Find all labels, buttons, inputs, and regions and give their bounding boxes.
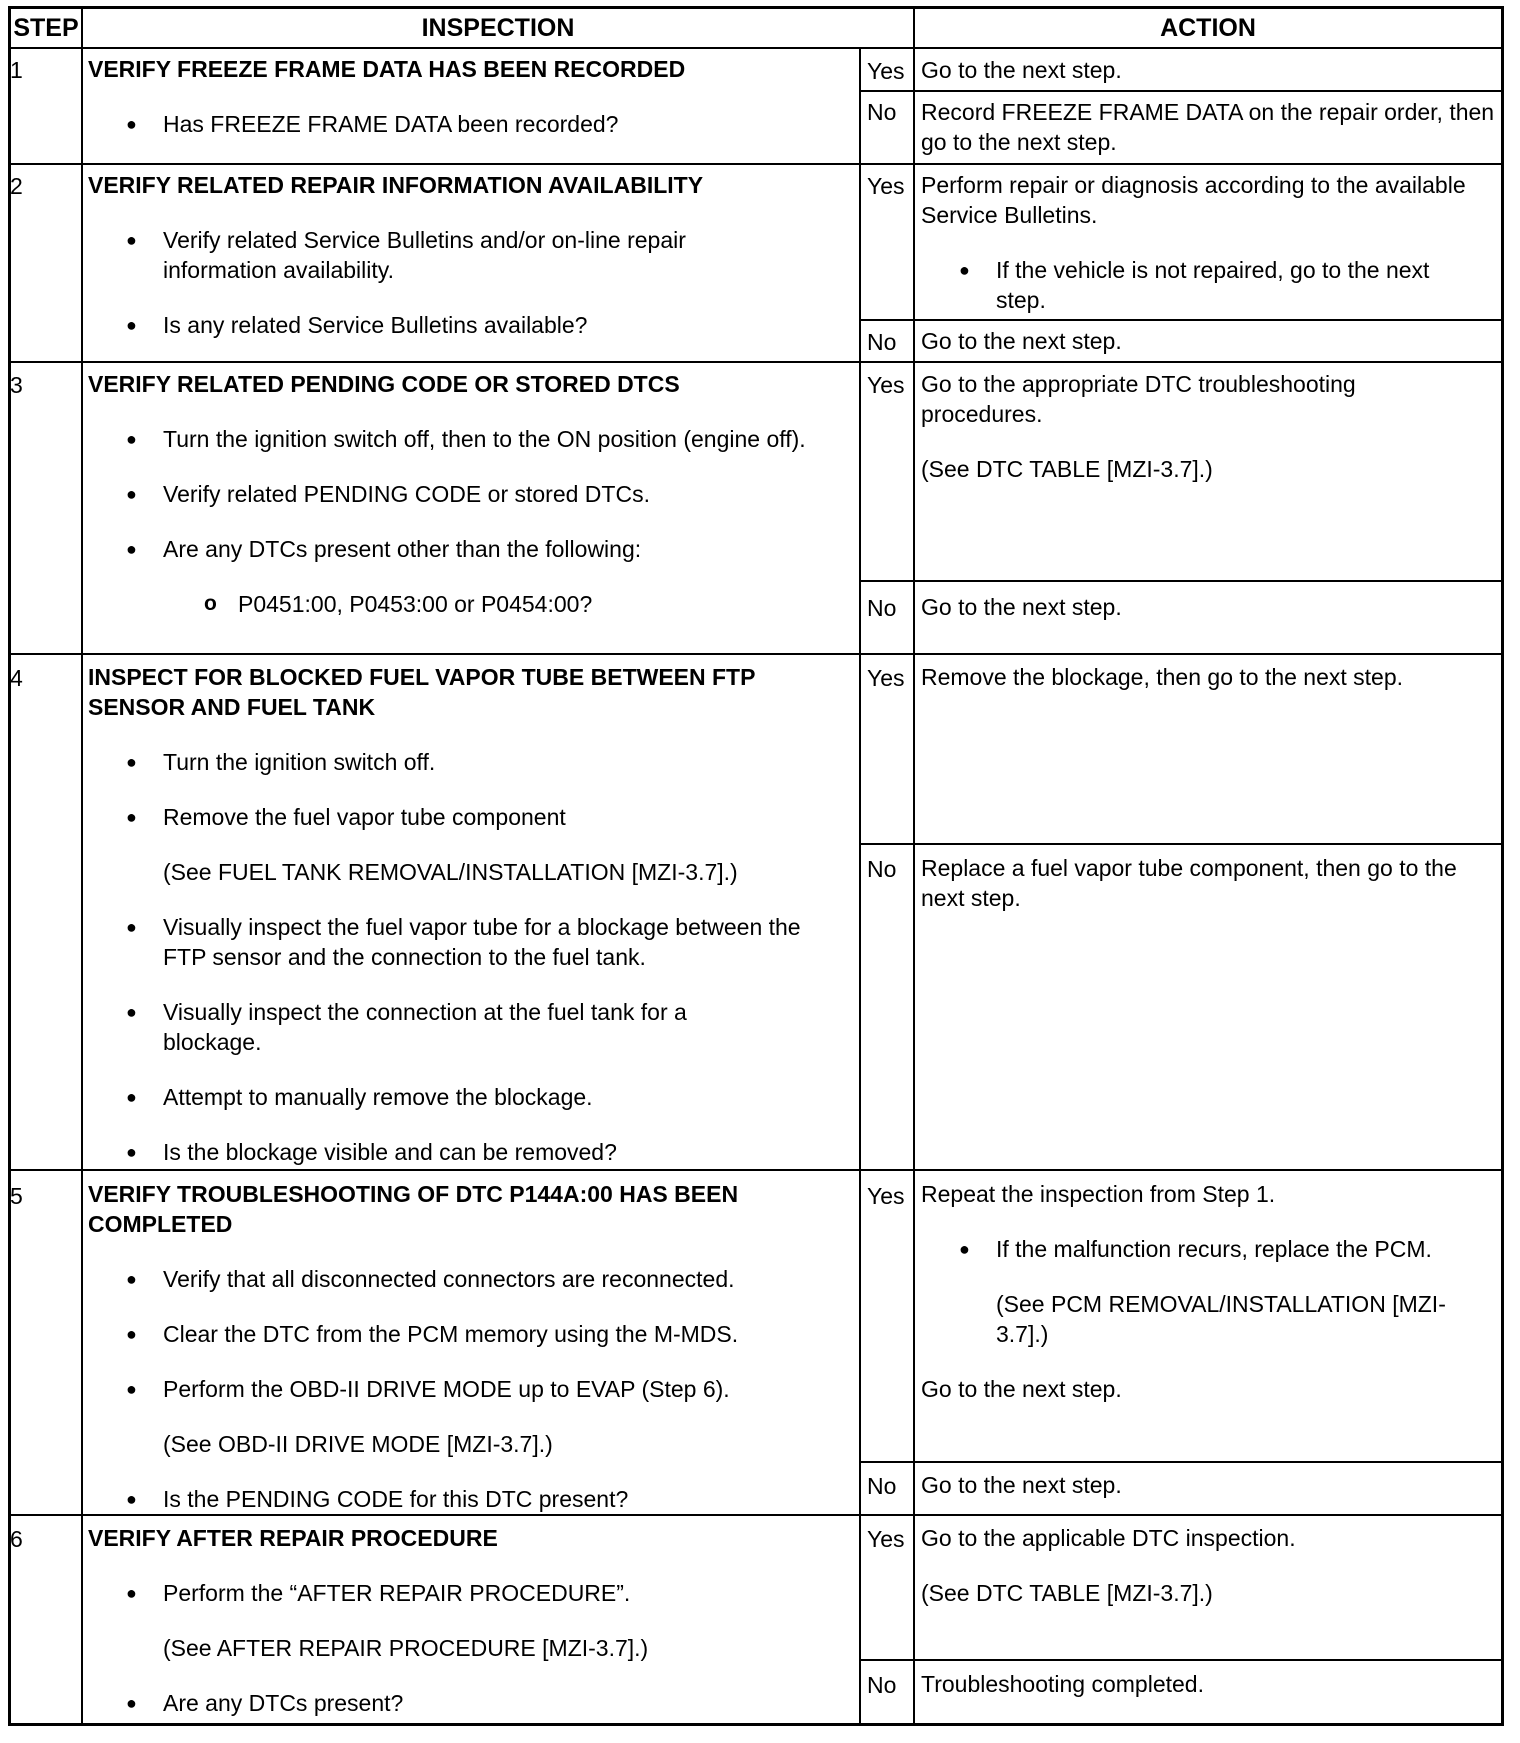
step-1-inspection xyxy=(88,54,848,164)
no-label: No xyxy=(867,595,897,621)
yes-label: Yes xyxy=(867,372,905,398)
yesno-divider-3 xyxy=(859,580,1504,582)
inspection-item: ● Is any related Service Bulletins available? xyxy=(88,310,848,340)
step-6-inspection xyxy=(88,1523,848,1743)
action-bullet: ● If the malfunction recurs, replace the PCM. xyxy=(921,1234,1481,1264)
step-2-yes-action xyxy=(921,170,1481,340)
no-label: No xyxy=(867,1473,897,1499)
inspection-reference: (See OBD-II DRIVE MODE [MZI-3.7].) xyxy=(163,1431,553,1457)
no-label: No xyxy=(867,329,897,355)
step-2-inspection xyxy=(88,170,848,365)
col-divider-inspection xyxy=(913,6,915,1726)
inspection-reference: (See FUEL TANK REMOVAL/INSTALLATION [MZI-3.7].) xyxy=(163,859,738,885)
yesno-divider-4 xyxy=(859,843,1504,845)
action-text: Go to the next step. xyxy=(921,1472,1122,1498)
action-text: Go to the appropriate DTC troubleshooting procedures. xyxy=(921,371,1356,427)
yesno-divider-6 xyxy=(859,1659,1504,1661)
step-6-yes-action xyxy=(921,1523,1496,1633)
action-reference: (See PCM REMOVAL/INSTALLATION [MZI-3.7].) xyxy=(996,1291,1446,1347)
step-title: VERIFY RELATED PENDING CODE OR STORED DTCS xyxy=(88,371,680,397)
action-text: Go to the applicable DTC inspection. xyxy=(921,1525,1296,1551)
action-reference: (See DTC TABLE [MZI-3.7].) xyxy=(921,456,1213,482)
step-number: 5 xyxy=(10,1183,23,1209)
step-4-inspection xyxy=(88,662,828,1192)
inspection-item: ● Verify related Service Bulletins and/or on-line repair information availability. xyxy=(88,225,848,285)
yes-label: Yes xyxy=(867,1526,905,1552)
step-number: 2 xyxy=(10,173,23,199)
row-divider-3 xyxy=(8,653,1504,655)
step-6-no-action xyxy=(921,1669,1496,1724)
step-3-yes-action xyxy=(921,369,1481,509)
table-border-left xyxy=(8,6,11,1726)
step-3-inspection xyxy=(88,369,848,644)
inspection-item: ● Turn the ignition switch off. xyxy=(88,747,828,777)
header-inspection: INSPECTION xyxy=(421,14,575,42)
action-reference: (See DTC TABLE [MZI-3.7].) xyxy=(921,1580,1213,1606)
step-title: VERIFY AFTER REPAIR PROCEDURE xyxy=(88,1525,498,1551)
col-divider-yesno xyxy=(859,48,861,1726)
action-text: Replace a fuel vapor tube component, then go to the next step. xyxy=(921,855,1457,911)
action-text: Go to the next step. xyxy=(921,1376,1122,1402)
header-divider xyxy=(8,47,1504,49)
step-3-no-action xyxy=(921,592,1496,647)
yesno-divider-5 xyxy=(859,1461,1504,1463)
inspection-item: ● Are any DTCs present? xyxy=(88,1688,848,1718)
inspection-item: ● Perform the OBD-II DRIVE MODE up to EVAP (Step 6). xyxy=(88,1374,848,1404)
inspection-item: ● Remove the fuel vapor tube component xyxy=(88,802,828,832)
step-title: INSPECT FOR BLOCKED FUEL VAPOR TUBE BETWEEN FTP SENSOR AND FUEL TANK xyxy=(88,664,756,720)
inspection-item: ● Has FREEZE FRAME DATA been recorded? xyxy=(88,109,848,139)
inspection-item: ● Perform the “AFTER REPAIR PROCEDURE”. xyxy=(88,1578,848,1608)
step-number: 4 xyxy=(10,665,23,691)
table-border-right xyxy=(1501,6,1504,1726)
step-number: 6 xyxy=(10,1526,23,1552)
action-text: Record FREEZE FRAME DATA on the repair order, then go to the next step. xyxy=(921,99,1495,155)
header-action: ACTION xyxy=(1160,14,1256,42)
inspection-item: ● Is the blockage visible and can be removed? xyxy=(88,1137,828,1167)
inspection-item: ● Verify that all disconnected connectors are reconnected. xyxy=(88,1264,848,1294)
step-4-yes-action xyxy=(921,662,1496,717)
inspection-item: ● Attempt to manually remove the blockage. xyxy=(88,1082,828,1112)
step-title: VERIFY FREEZE FRAME DATA HAS BEEN RECORDED xyxy=(88,56,686,82)
header-step: STEP xyxy=(13,14,79,42)
action-text: Go to the next step. xyxy=(921,57,1122,83)
inspection-item: ● Verify related PENDING CODE or stored DTCs. xyxy=(88,479,848,509)
action-text: Go to the next step. xyxy=(921,594,1122,620)
no-label: No xyxy=(867,99,897,125)
step-5-inspection xyxy=(88,1179,848,1539)
inspection-item: ● Visually inspect the connection at the fuel tank for a blockage. xyxy=(88,997,828,1057)
table-border-top xyxy=(8,6,1504,9)
action-text: Perform repair or diagnosis according to the available Service Bulletins. xyxy=(921,172,1466,228)
inspection-subitem: o P0451:00, P0453:00 or P0454:00? xyxy=(88,589,848,619)
inspection-reference: (See AFTER REPAIR PROCEDURE [MZI-3.7].) xyxy=(163,1635,649,1661)
step-number: 1 xyxy=(10,57,23,83)
no-label: No xyxy=(867,1672,897,1698)
step-5-yes-action xyxy=(921,1179,1481,1429)
action-text: Repeat the inspection from Step 1. xyxy=(921,1181,1276,1207)
yes-label: Yes xyxy=(867,665,905,691)
col-divider-step xyxy=(81,6,83,1726)
step-title: VERIFY RELATED REPAIR INFORMATION AVAILABILITY xyxy=(88,172,704,198)
inspection-item: ● Are any DTCs present other than the following: xyxy=(88,534,848,564)
inspection-item: ● Turn the ignition switch off, then to the ON position (engine off). xyxy=(88,424,848,454)
action-text: Go to the next step. xyxy=(921,328,1122,354)
step-4-no-action xyxy=(921,853,1481,938)
action-text: Troubleshooting completed. xyxy=(921,1671,1204,1697)
step-title: VERIFY TROUBLESHOOTING OF DTC P144A:00 HAS BEEN COMPLETED xyxy=(88,1181,739,1237)
yes-label: Yes xyxy=(867,173,905,199)
action-bullet: ● If the vehicle is not repaired, go to the next step. xyxy=(921,255,1481,315)
troubleshooting-table xyxy=(8,6,1504,1726)
step-5-no-action xyxy=(921,1470,1496,1525)
action-text: Remove the blockage, then go to the next step. xyxy=(921,664,1404,690)
yes-label: Yes xyxy=(867,1183,905,1209)
inspection-item: ● Clear the DTC from the PCM memory using the M-MDS. xyxy=(88,1319,848,1349)
no-label: No xyxy=(867,856,897,882)
inspection-item: ● Is the PENDING CODE for this DTC present? xyxy=(88,1484,848,1514)
inspection-item: ● Visually inspect the fuel vapor tube for a blockage between the FTP sensor and the connection to the fuel tank. xyxy=(88,912,828,972)
step-number: 3 xyxy=(10,372,23,398)
yes-label: Yes xyxy=(867,58,905,84)
